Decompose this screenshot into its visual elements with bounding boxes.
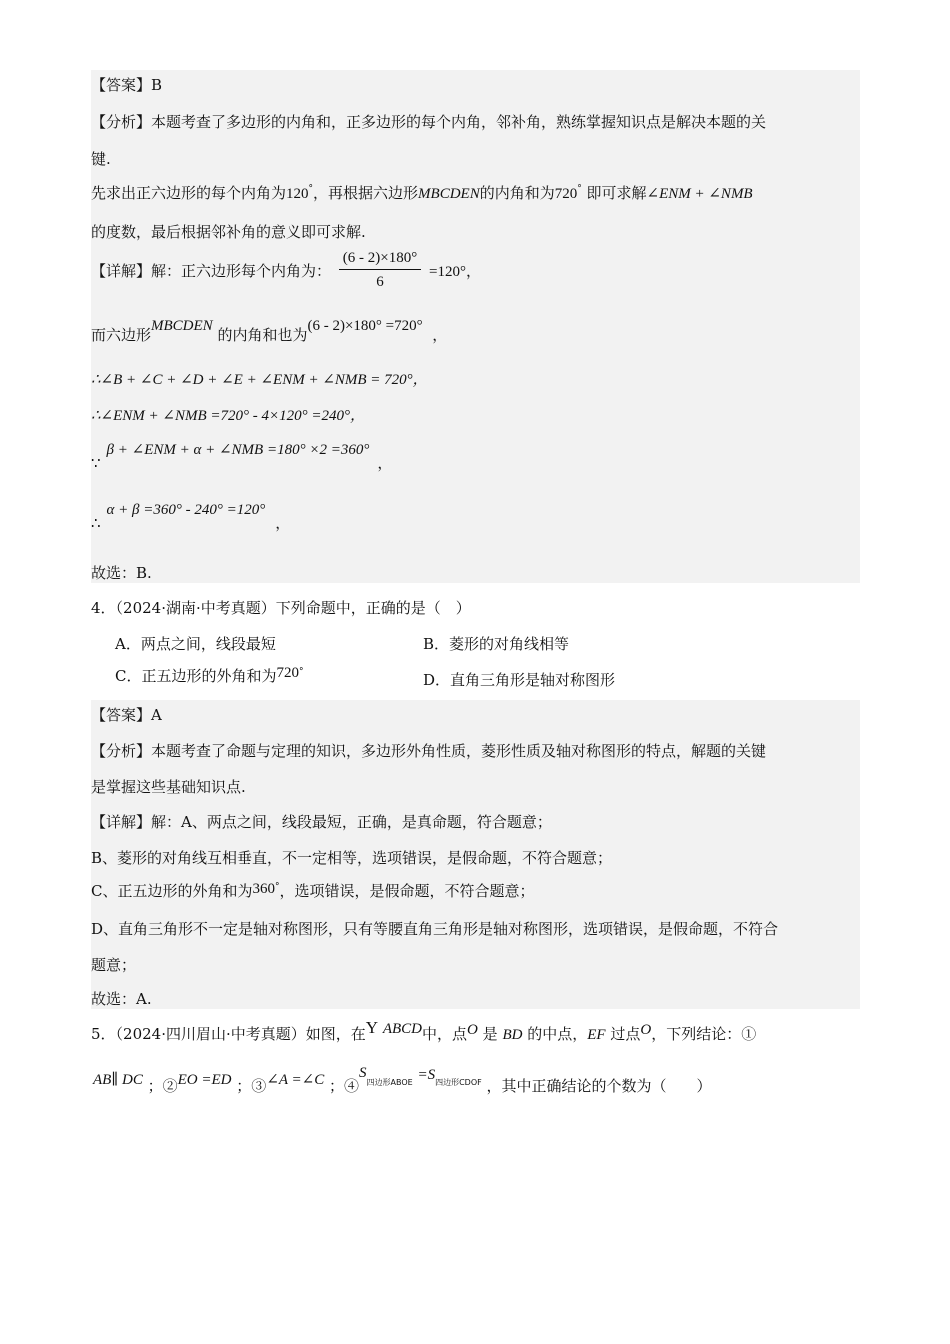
q3-analysis-line1: 【分析】本题考查了多边形的内角和，正多边形的每个内角，邻补角，熟练掌握知识点是解决本题的关 [91, 113, 767, 131]
q3-choose: 故选：B. [91, 564, 152, 582]
q5-stem: 5．（2024·四川眉山·中考真题）如图，在Y ABCD中，点O 是 BD 的中点，EF 过点O，下列结论：① [91, 1018, 757, 1043]
q4-option-b: B．菱形的对角线相等 [423, 635, 570, 653]
q3-analysis-line2: 键. [91, 150, 111, 168]
q3-eq1: ∴∠B + ∠C + ∠D + ∠E + ∠ENM + ∠NMB = 720°， [91, 372, 428, 388]
q4-detail4-line2: 题意； [91, 956, 137, 974]
q3-fraction: $\frac{(6 - 2)\times 180^\circ}{6}$ [339, 250, 421, 291]
q4-option-d: D．直角三角形是轴对称图形 [423, 671, 616, 689]
q3-hexagon-sum: 而六边形MBCDEN 的内角和也为(6 - 2)×180° =720° ， [91, 318, 448, 344]
q3-detail: 【详解】解：正六边形每个内角为： $\frac{(6 - 2)\times 180^\circ}{6}$ =120°， [91, 250, 481, 290]
document-page [91, 70, 860, 1109]
q3-step1: 先求出正六边形的每个内角为120°，再根据六边形MBCDEN的内角和为720° 即可求解∠ENM + ∠NMB [91, 184, 753, 202]
q4-stem: 4．（2024·湖南·中考真题）下列命题中，正确的是（ ） [91, 599, 471, 617]
q3-eq3: ∵β + ∠ENM + α + ∠NMB =180° ×2 =360°， [91, 442, 393, 472]
q4-option-c: C．正五边形的外角和为720° [115, 665, 304, 685]
q4-detail2: B、菱形的对角线互相垂直，不一定相等，选项错误，是假命题，不符合题意； [91, 849, 613, 867]
q4-analysis-line2: 是掌握这些基础知识点. [91, 778, 246, 796]
q4-choose: 故选：A. [91, 990, 152, 1008]
q3-answer: 【答案】B [91, 76, 163, 94]
q4-detail4-line1: D、直角三角形不一定是轴对称图形，只有等腰直角三角形是轴对称图形，选项错误，是假命题，不符合 [91, 920, 779, 938]
q4-analysis-line1: 【分析】本题考查了命题与定理的知识，多边形外角性质，菱形性质及轴对称图形的特点，解题的关键 [91, 742, 767, 760]
q4-option-a: A．两点之间，线段最短 [115, 635, 276, 653]
q3-eq2: ∴∠ENM + ∠NMB =720° - 4×120° =240°， [91, 408, 365, 424]
q3-step2: 的度数，最后根据邻补角的意义即可求解. [91, 223, 366, 241]
q3-solution-block [91, 70, 860, 583]
q4-detail1: 【详解】解：A、两点之间，线段最短，正确，是真命题，符合题意； [91, 813, 552, 831]
q4-solution-block [91, 700, 860, 1009]
parallelogram-symbol: Y [365, 1018, 379, 1037]
q4-detail3: C、正五边形的外角和为360°，选项错误，是假命题，不符合题意； [91, 881, 535, 900]
q4-question [91, 583, 860, 700]
q4-answer: 【答案】A [91, 706, 162, 724]
q3-eq4: ∴α + β =360° - 240° =120°， [91, 502, 291, 532]
q5-conclusions: AB∥ DC ；②EO =ED ；③∠A =∠C ；$④S^{四边形ABOE} =S^{四边形CDOF}$ ，其中正确结论的个数为（ ） [93, 1065, 712, 1095]
q5-question [91, 1009, 860, 1109]
